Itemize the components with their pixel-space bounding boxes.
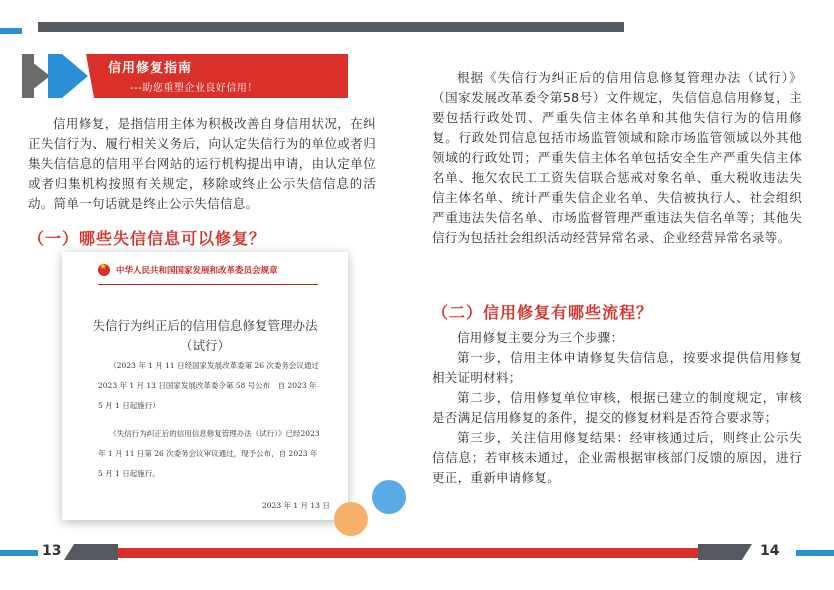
section-1-heading: （一）哪些失信信息可以修复？ xyxy=(28,229,267,248)
blue-circle-decoration xyxy=(372,480,406,514)
page-number-right: 14 xyxy=(760,543,780,559)
footer-right-gray-block xyxy=(698,544,752,560)
step-item: 第三步，关注信用修复结果：经审核通过后，则终止公示失信信息；若审核未通过，企业需根据审核部门反馈的原因，进行更正，重新申请修复。 xyxy=(432,430,802,485)
document-subtitle: （试行） xyxy=(179,338,230,353)
banner-blue-block xyxy=(48,54,62,98)
document-title: 失信行为纠正后的信用信息修复管理办法 xyxy=(92,318,318,333)
document-header xyxy=(98,264,278,276)
document-adoption-note: （2023 年 1 月 11 日经国家发展改革委第 26 次委务会议通过 2023 年 1 月 13 日国家发展改革委令第 58 号公布 自 2023 年 5 月 1 日起施行） xyxy=(98,361,319,410)
process-steps xyxy=(432,328,802,488)
document-body: 《失信行为纠正后的信用信息修复管理办法（试行）》已经2023 年 1 月 11 日第 26 次委务会议审议通过，现予公布，自 2023 年 5 月 1 日起施行。 xyxy=(98,429,320,478)
footer-right-blue-bar xyxy=(796,550,834,556)
regulation-document-image xyxy=(62,252,348,520)
document-date: 2023 年 1 月 13 日 xyxy=(262,501,330,510)
footer-left-blue-bar xyxy=(0,550,38,556)
national-emblem-icon xyxy=(98,264,110,276)
scope-paragraph: 根据《失信行为纠正后的信用信息修复管理办法（试行）》（国家发展改革委令第58号）文件规定，失信信息信用修复，主要包括行政处罚、严重失信主体名单和其他失信行为的信用修复。行政处罚信息包括市场监管领域和除市场监管领域以外其他领域的行政处罚；严重失信主体名单包括安全生产严重失信主体名单、拖欠农民工工资失信联合惩戒对象名单、重大税收违法失信主体名单、统计严重失信企业名单、失信被执行人、社会组织严重违法失信名单、市场监督管理严重违法失信名单等；其他失信行为包括社会组织活动经营异常名录、企业经营异常名录等。 xyxy=(432,70,802,245)
steps-intro: 信用修复主要分为三个步骤： xyxy=(457,330,624,345)
intro-paragraph: 信用修复，是指信用主体为积极改善自身信用状况，在纠正失信行为、履行相关义务后，向认定失信行为的单位或者归集失信信息的信用平台网站的运行机构提出申请，由认定单位或者归集机构按照有关规定，移除或终止公示失信信息的活动。简单一句话就是终止公示失信信息。 xyxy=(28,116,376,211)
step-item: 第二步，信用修复单位审核，根据已建立的制度规定，审核是否满足信用修复的条件，提交的修复材料是否符合要求等； xyxy=(432,390,802,425)
banner-blue-chevron-icon xyxy=(62,54,88,98)
banner-gray-chevron-icon xyxy=(22,54,50,98)
top-blue-bar xyxy=(0,28,22,34)
orange-circle-decoration xyxy=(334,502,368,536)
footer-left-gray-block xyxy=(64,544,118,560)
footer-red-bar xyxy=(118,548,698,558)
banner-title: 信用修复指南 xyxy=(108,61,193,76)
document-org-name: 中华人民共和国国家发展和改革委员会规章 xyxy=(116,266,278,276)
page-number-left: 13 xyxy=(42,543,62,559)
document-header-rule xyxy=(98,284,318,285)
section-2-heading: （二）信用修复有哪些流程？ xyxy=(432,303,654,322)
step-item: 第一步，信用主体申请修复失信信息，按要求提供信用修复相关证明材料； xyxy=(432,350,802,385)
top-gray-bar xyxy=(38,22,624,32)
banner-subtitle: ---助您重塑企业良好信用！ xyxy=(130,83,258,94)
